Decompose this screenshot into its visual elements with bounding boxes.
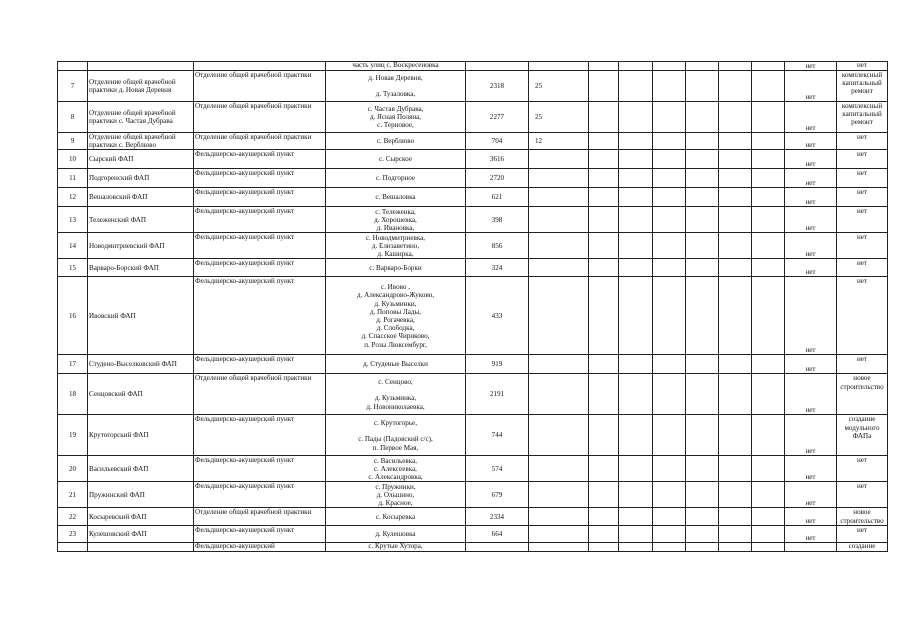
table-row <box>58 415 888 456</box>
table-row <box>58 374 888 415</box>
cell-population: 919 <box>466 355 529 374</box>
cell-num: 9 <box>58 133 88 150</box>
cell-settlements: часть улиц с. Воскресеновка <box>326 62 466 71</box>
cell-settlements: с. Сенцово, д. Кузьминка, д. Новониколаевка, <box>326 374 466 415</box>
cell-name: Кулешовский ФАП <box>88 525 194 542</box>
cell-action: нет <box>837 207 888 233</box>
cell-type: Фельдшерско-акушерский пункт <box>194 150 326 169</box>
cell-pol <box>529 233 589 259</box>
cell-action: нет <box>837 169 888 188</box>
table-row <box>58 355 888 374</box>
table-row <box>58 482 888 508</box>
cell-settlements: с. Пружинки, д. Ольшино, д. Красное, <box>326 482 466 508</box>
cell-type: Отделение общей врачебной практики <box>194 133 326 150</box>
cell-name: Студено-Выселковский ФАП <box>88 355 194 374</box>
cell-name: Подгоренский ФАП <box>88 169 194 188</box>
cell-settlements: с. Частая Дубрава, д. Ясная Поляна, с. Терновое, <box>326 102 466 133</box>
cell-num: 22 <box>58 508 88 525</box>
cell-num: 8 <box>58 102 88 133</box>
cell-value: нет <box>785 62 837 71</box>
cell-population <box>466 542 529 551</box>
cell-settlements: с. Верблюво <box>326 133 466 150</box>
cell-type: Фельдшерско-акушерский пункт <box>194 415 326 456</box>
cell-population: 744 <box>466 415 529 456</box>
cell-name: Отделение общей врачебной практики с. Частая Дубрава <box>88 102 194 133</box>
cell-value: нет <box>785 71 837 102</box>
cell-value: нет <box>785 233 837 259</box>
table-row <box>58 233 888 259</box>
cell-pol <box>529 482 589 508</box>
cell-pol <box>529 188 589 207</box>
cell-num: 7 <box>58 71 88 102</box>
cell-population: 664 <box>466 525 529 542</box>
cell-num: 10 <box>58 150 88 169</box>
cell-type: Отделение общей врачебной практики <box>194 102 326 133</box>
cell-pol <box>529 542 589 551</box>
cell-population: 433 <box>466 277 529 355</box>
cell-num: 14 <box>58 233 88 259</box>
table-row <box>58 259 888 277</box>
cell-value: нет <box>785 188 837 207</box>
cell-value: нет <box>785 169 837 188</box>
cell-num: 21 <box>58 482 88 508</box>
cell-pol <box>529 62 589 71</box>
cell-name: Варваро-Борский ФАП <box>88 259 194 277</box>
cell-num: 11 <box>58 169 88 188</box>
cell-num: 13 <box>58 207 88 233</box>
cell-value <box>785 542 837 551</box>
cell-settlements: с. Косыревка <box>326 508 466 525</box>
cell-num: 12 <box>58 188 88 207</box>
table-row <box>58 277 888 355</box>
cell-num: 20 <box>58 456 88 482</box>
cell-name: Пружинский ФАП <box>88 482 194 508</box>
table-row <box>58 169 888 188</box>
cell-name: Косыревский ФАП <box>88 508 194 525</box>
cell-pol <box>529 355 589 374</box>
cell-population: 621 <box>466 188 529 207</box>
cell-value: нет <box>785 525 837 542</box>
cell-population: 856 <box>466 233 529 259</box>
cell-type <box>194 62 326 71</box>
cell-settlements: с. Крутые Хутора, <box>326 542 466 551</box>
table-row <box>58 102 888 133</box>
cell-num: 16 <box>58 277 88 355</box>
cell-type: Фельдшерско-акушерский пункт <box>194 525 326 542</box>
document-page <box>57 61 888 552</box>
cell-pol <box>529 169 589 188</box>
table-body <box>58 62 888 552</box>
cell-num: 15 <box>58 259 88 277</box>
cell-num: 19 <box>58 415 88 456</box>
cell-name: Отделение общей врачебной практики с. Верблюво <box>88 133 194 150</box>
table-row <box>58 150 888 169</box>
cell-population: 2318 <box>466 71 529 102</box>
cell-settlements: д. Студеные Выселки <box>326 355 466 374</box>
cell-value: нет <box>785 150 837 169</box>
cell-action: нет <box>837 150 888 169</box>
cell-name: Сенцовский ФАП <box>88 374 194 415</box>
cell-name: Сырский ФАП <box>88 150 194 169</box>
cell-type: Фельдшерско-акушерский пункт <box>194 169 326 188</box>
cell-type: Отделение общей врачебной практики <box>194 374 326 415</box>
cell-population: 324 <box>466 259 529 277</box>
cell-type: Фельдшерско-акушерский пункт <box>194 188 326 207</box>
cell-value: нет <box>785 374 837 415</box>
cell-settlements: с. Крутогорье, с. Пады (Падовский с/с), п. Первое Мая, <box>326 415 466 456</box>
cell-population: 679 <box>466 482 529 508</box>
cell-settlements: с. Ивово , д. Александрово-Жуково, д. Кузьминки, д. Поповы Лады, д. Рогачевка, д. Слободка, д. Спасское Чириково, п. Розы Люксембург, <box>326 277 466 355</box>
cell-type: Фельдшерско-акушерский пункт <box>194 482 326 508</box>
cell-settlements: с. Вешаловка <box>326 188 466 207</box>
cell-pol <box>529 456 589 482</box>
cell-action: нет <box>837 456 888 482</box>
cell-type: Отделение общей врачебной практики <box>194 508 326 525</box>
cell-action: создание <box>837 542 888 551</box>
cell-action: нет <box>837 62 888 71</box>
cell-name <box>88 542 194 551</box>
cell-type: Отделение общей врачебной практики <box>194 71 326 102</box>
table-row <box>58 207 888 233</box>
facilities-table <box>57 61 888 552</box>
cell-value: нет <box>785 456 837 482</box>
cell-value: нет <box>785 133 837 150</box>
cell-pol <box>529 508 589 525</box>
table-row <box>58 508 888 525</box>
cell-settlements: с. Васильевка, с. Алексеевка, с. Александровка, <box>326 456 466 482</box>
cell-action: нет <box>837 259 888 277</box>
cell-settlements: с. Подгорное <box>326 169 466 188</box>
cell-action: нет <box>837 525 888 542</box>
table-row <box>58 133 888 150</box>
cell-settlements: с. Новодмитриевка, д. Елизаветино, д. Каширка, <box>326 233 466 259</box>
cell-type: Фельдшерско-акушерский пункт <box>194 233 326 259</box>
cell-pol: 12 <box>529 133 589 150</box>
cell-value: нет <box>785 102 837 133</box>
cell-value: нет <box>785 259 837 277</box>
cell-value: нет <box>785 482 837 508</box>
cell-name: Ивовский ФАП <box>88 277 194 355</box>
cell-name: Тележенский ФАП <box>88 207 194 233</box>
cell-settlements: д. Новая Деревня, д. Тузаловка, <box>326 71 466 102</box>
cell-value: нет <box>785 207 837 233</box>
cell-population: 398 <box>466 207 529 233</box>
cell-type: Фельдшерско-акушерский пункт <box>194 277 326 355</box>
cell-population: 2191 <box>466 374 529 415</box>
cell-population: 2334 <box>466 508 529 525</box>
cell-pol <box>529 415 589 456</box>
cell-type: Фельдшерско-акушерский пункт <box>194 207 326 233</box>
cell-name: Васильевский ФАП <box>88 456 194 482</box>
cell-name: Отделение общей врачебной практики д. Новая Деревня <box>88 71 194 102</box>
cell-pol: 25 <box>529 71 589 102</box>
cell-type: Фельдшерско-акушерский пункт <box>194 259 326 277</box>
table-row-fragment-bottom <box>58 542 888 551</box>
cell-action: новое строительство <box>837 508 888 525</box>
cell-action: создание модульного ФАПа <box>837 415 888 456</box>
cell-num <box>58 62 88 71</box>
cell-action: новое строительство <box>837 374 888 415</box>
cell-action: нет <box>837 188 888 207</box>
cell-population: 704 <box>466 133 529 150</box>
cell-action: комплексный капитальный ремонт <box>837 71 888 102</box>
table-row <box>58 188 888 207</box>
cell-name: Крутогорский ФАП <box>88 415 194 456</box>
cell-value: нет <box>785 508 837 525</box>
table-row <box>58 71 888 102</box>
cell-pol <box>529 207 589 233</box>
cell-action: нет <box>837 277 888 355</box>
cell-pol <box>529 374 589 415</box>
table-row <box>58 456 888 482</box>
cell-pol: 25 <box>529 102 589 133</box>
cell-name <box>88 62 194 71</box>
cell-pol <box>529 525 589 542</box>
cell-num: 18 <box>58 374 88 415</box>
cell-action: нет <box>837 233 888 259</box>
cell-type: Фельдшерско-акушерский <box>194 542 326 551</box>
cell-type: Фельдшерско-акушерский пункт <box>194 456 326 482</box>
cell-population <box>466 62 529 71</box>
cell-population: 3616 <box>466 150 529 169</box>
table-row <box>58 525 888 542</box>
cell-pol <box>529 259 589 277</box>
cell-action: комплексный капитальный ремонт <box>837 102 888 133</box>
cell-action: нет <box>837 482 888 508</box>
cell-action: нет <box>837 133 888 150</box>
cell-num <box>58 542 88 551</box>
cell-value: нет <box>785 415 837 456</box>
cell-value: нет <box>785 277 837 355</box>
cell-num: 23 <box>58 525 88 542</box>
cell-type: Фельдшерско-акушерский пункт <box>194 355 326 374</box>
table-row-fragment-top <box>58 62 888 71</box>
cell-population: 574 <box>466 456 529 482</box>
cell-population: 2720 <box>466 169 529 188</box>
cell-settlements: с. Варваро-Борки <box>326 259 466 277</box>
cell-num: 17 <box>58 355 88 374</box>
cell-population: 2277 <box>466 102 529 133</box>
cell-name: Новодмитриевский ФАП <box>88 233 194 259</box>
cell-value: нет <box>785 355 837 374</box>
cell-settlements: д. Кулешовка <box>326 525 466 542</box>
cell-settlements: с. Сырское <box>326 150 466 169</box>
cell-settlements: с. Тележенка, д. Хорошевка, д. Ивановка, <box>326 207 466 233</box>
cell-action: нет <box>837 355 888 374</box>
cell-name: Вешаловский ФАП <box>88 188 194 207</box>
cell-pol <box>529 277 589 355</box>
cell-pol <box>529 150 589 169</box>
